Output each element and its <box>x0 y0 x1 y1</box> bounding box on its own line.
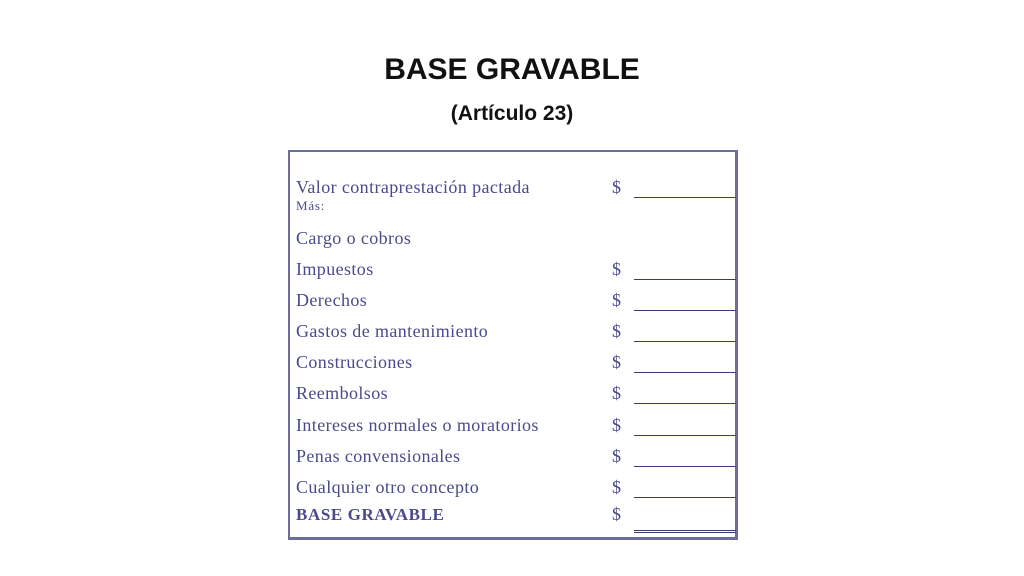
amount-blank-line <box>634 372 736 373</box>
currency-symbol: $ <box>612 383 621 403</box>
currency-symbol: $ <box>612 321 621 341</box>
amount-blank-line <box>634 197 736 198</box>
form-row-valor <box>296 174 736 200</box>
row-label: Cualquier otro concepto <box>296 477 480 497</box>
total-label: BASE GRAVABLE <box>296 505 445 524</box>
row-label: Construcciones <box>296 352 413 372</box>
form-row-item <box>296 474 736 500</box>
currency-symbol: $ <box>612 477 621 497</box>
currency-symbol: $ <box>612 446 621 466</box>
form-row-item <box>296 256 736 282</box>
row-label: Impuestos <box>296 259 374 279</box>
form-row-total <box>296 501 736 527</box>
currency-symbol: $ <box>612 504 621 524</box>
plus-label: Más: <box>296 198 326 213</box>
amount-blank-line <box>634 435 736 436</box>
form-row-item <box>296 443 736 469</box>
form-row-item <box>296 349 736 375</box>
total-double-line <box>634 530 736 533</box>
currency-symbol: $ <box>612 259 621 279</box>
currency-symbol: $ <box>612 290 621 310</box>
currency-symbol: $ <box>612 415 621 435</box>
form-row-item <box>296 412 736 438</box>
slide-title: BASE GRAVABLE <box>384 53 640 86</box>
row-label: Derechos <box>296 290 368 310</box>
form-row-section <box>296 225 736 251</box>
tax-base-form <box>288 150 738 540</box>
form-row-item <box>296 287 736 313</box>
amount-blank-line <box>634 466 736 467</box>
currency-symbol: $ <box>612 177 621 197</box>
row-label: Gastos de mantenimiento <box>296 321 489 341</box>
row-label: Reembolsos <box>296 383 388 403</box>
row-label: Penas convensionales <box>296 446 461 466</box>
row-label: Intereses normales o moratorios <box>296 415 539 435</box>
row-label: Valor contraprestación pactada <box>296 177 530 197</box>
slide-subtitle: (Artículo 23) <box>450 102 574 125</box>
currency-symbol: $ <box>612 352 621 372</box>
form-row-item <box>296 380 736 406</box>
amount-blank-line <box>634 310 736 311</box>
section-label: Cargo o cobros <box>296 228 412 248</box>
amount-blank-line <box>634 341 736 342</box>
form-row-item <box>296 318 736 344</box>
amount-blank-line <box>634 497 736 498</box>
amount-blank-line <box>634 403 736 404</box>
amount-blank-line <box>634 279 736 280</box>
